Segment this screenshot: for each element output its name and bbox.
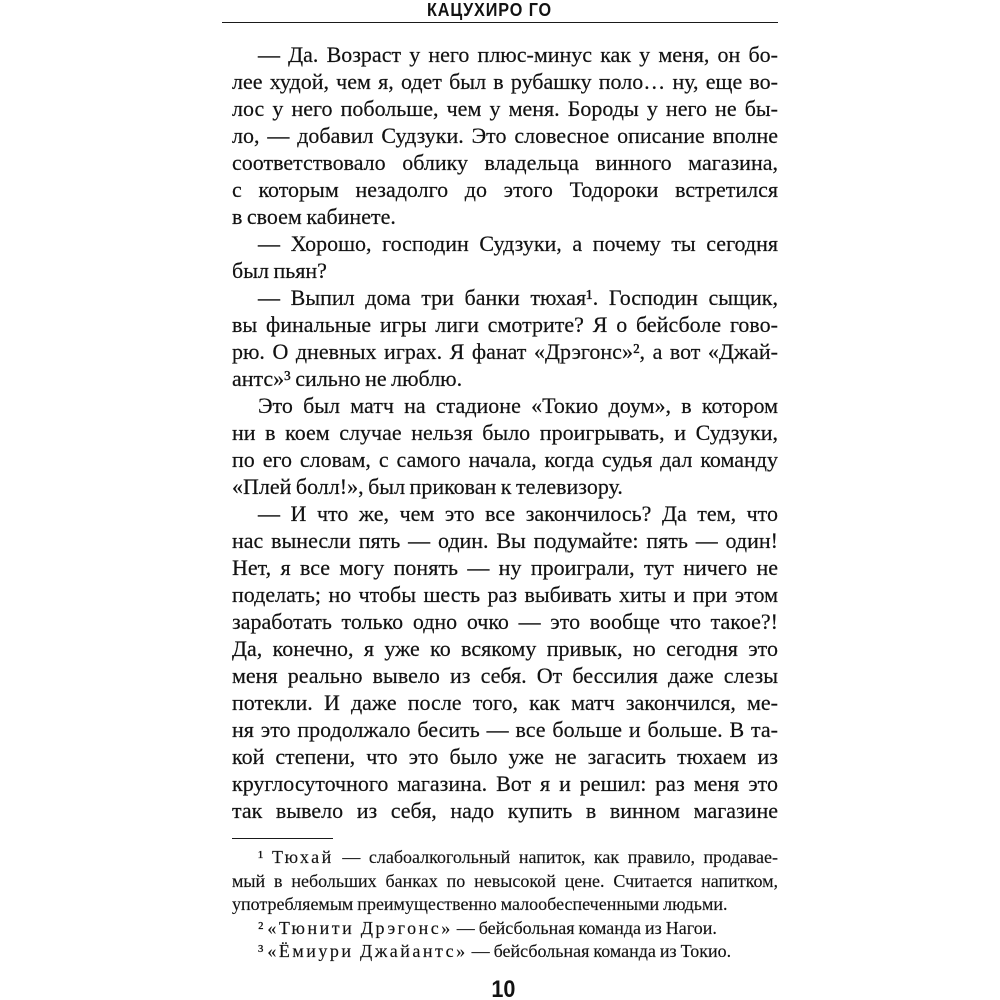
footnote-term: Тюхай bbox=[272, 847, 334, 867]
text-line: кой степени, что это было уже не загасить тюхаем из bbox=[232, 744, 778, 769]
footnote-line: мый в небольших банках по невысокой цене. Считается напитком, bbox=[232, 870, 778, 891]
text-line: потекли. И даже после того, как матч закончился, ме- bbox=[232, 690, 778, 715]
footnote-text: — слабоалкогольный напиток, как правило, продавае- bbox=[342, 847, 778, 867]
footnote bbox=[232, 917, 778, 941]
footnote-line bbox=[232, 846, 778, 870]
running-head bbox=[222, 0, 758, 20]
text-line: Да, конечно, я уже ко всякому привык, но сегодня это bbox=[232, 636, 778, 661]
header-rule bbox=[222, 22, 778, 23]
text-line: круглосуточного магазина. Вот я и решил: раз меня это bbox=[232, 771, 778, 796]
text-line: Нет, я все могу понять — ну проиграли, тут ничего не bbox=[232, 555, 778, 580]
footnote-text: — бейсбольная команда из Нагои. bbox=[456, 917, 717, 938]
footnote-line bbox=[232, 917, 778, 941]
text-line: вы финальные игры лиги смотрите? Я о бейсболе гово- bbox=[232, 312, 778, 337]
footnote-marker: ³ bbox=[258, 941, 264, 961]
text-line: поделать; но чтобы шесть раз выбивать хиты и при этом bbox=[232, 582, 778, 607]
page-number-text: 10 bbox=[490, 976, 516, 1000]
text-line: — Выпил дома три банки тюхая¹. Господин сыщик, bbox=[258, 285, 778, 310]
running-head-text: КАЦУХИРО ГО bbox=[427, 0, 553, 20]
text-line: ни в коем случае нельзя было проигрывать, и Судзуки, bbox=[232, 420, 778, 445]
text-line: — Да. Возраст у него плюс-минус как у меня, он бо- bbox=[258, 42, 778, 67]
footnote-line bbox=[232, 940, 778, 964]
text-line: — Хорошо, господин Судзуки, а почему ты сегодня bbox=[258, 231, 778, 256]
text-line: был пьян? bbox=[232, 258, 327, 283]
paragraph bbox=[232, 230, 778, 284]
text-line: Это был матч на стадионе «Токио доум», в котором bbox=[258, 393, 778, 418]
text-line: заработать только одно очко — это вообще что такое?! bbox=[232, 609, 778, 634]
text-line: так вывело из себя, надо купить в винном магазине bbox=[232, 798, 778, 823]
text-line: антс»³ сильно не люблю. bbox=[232, 366, 463, 391]
text-line: ло, — добавил Судзуки. Это словесное описание вполне bbox=[232, 123, 778, 148]
footnote-line: употребляемым преимущественно малообеспеченными людьми. bbox=[232, 894, 728, 914]
text-line: рю. О дневных играх. Я фанат «Дрэгонс»², а вот «Джай- bbox=[232, 339, 778, 364]
text-line: лос у него побольше, чем у меня. Бороды у него не бы- bbox=[232, 96, 778, 121]
footnote-term: «Тюнити Дрэгонс» bbox=[267, 917, 453, 938]
body-text bbox=[232, 41, 778, 824]
text-line: с которым незадолго до этого Тодороки встретился bbox=[232, 177, 778, 202]
text-line: «Плей болл!», был прикован к телевизору. bbox=[232, 474, 623, 499]
paragraph bbox=[232, 41, 778, 230]
page-number bbox=[478, 976, 528, 1000]
footnote bbox=[232, 846, 778, 917]
text-line: соответствовало облику владельца винного магазина, bbox=[232, 150, 778, 175]
footnote-term: «Ёмиури Джайантс» bbox=[267, 941, 468, 961]
footnote-separator bbox=[232, 838, 333, 839]
text-line: — И что же, чем это все закончилось? Да тем, что bbox=[258, 501, 778, 526]
paragraph bbox=[232, 500, 778, 824]
footnote-marker: ¹ bbox=[258, 847, 264, 867]
paragraph bbox=[232, 392, 778, 500]
text-line: лее худой, чем я, одет был в рубашку поло… ну, еще во- bbox=[232, 69, 778, 94]
footnote-marker: ² bbox=[258, 917, 264, 938]
paragraph bbox=[232, 284, 778, 392]
text-line: нас вынесли пять — один. Вы подумайте: пять — один! bbox=[232, 528, 778, 553]
text-line: в своем кабинете. bbox=[232, 204, 396, 229]
footnotes bbox=[232, 846, 778, 964]
text-line: ня это продолжало бесить — все больше и больше. В та- bbox=[232, 717, 778, 742]
text-line: по его словам, с самого начала, когда судья дал команду bbox=[232, 447, 778, 472]
footnote-text: — бейсбольная команда из Токио. bbox=[471, 941, 732, 961]
footnote bbox=[232, 940, 778, 964]
text-line: меня реально вывело из себя. От бессилия даже слезы bbox=[232, 663, 778, 688]
